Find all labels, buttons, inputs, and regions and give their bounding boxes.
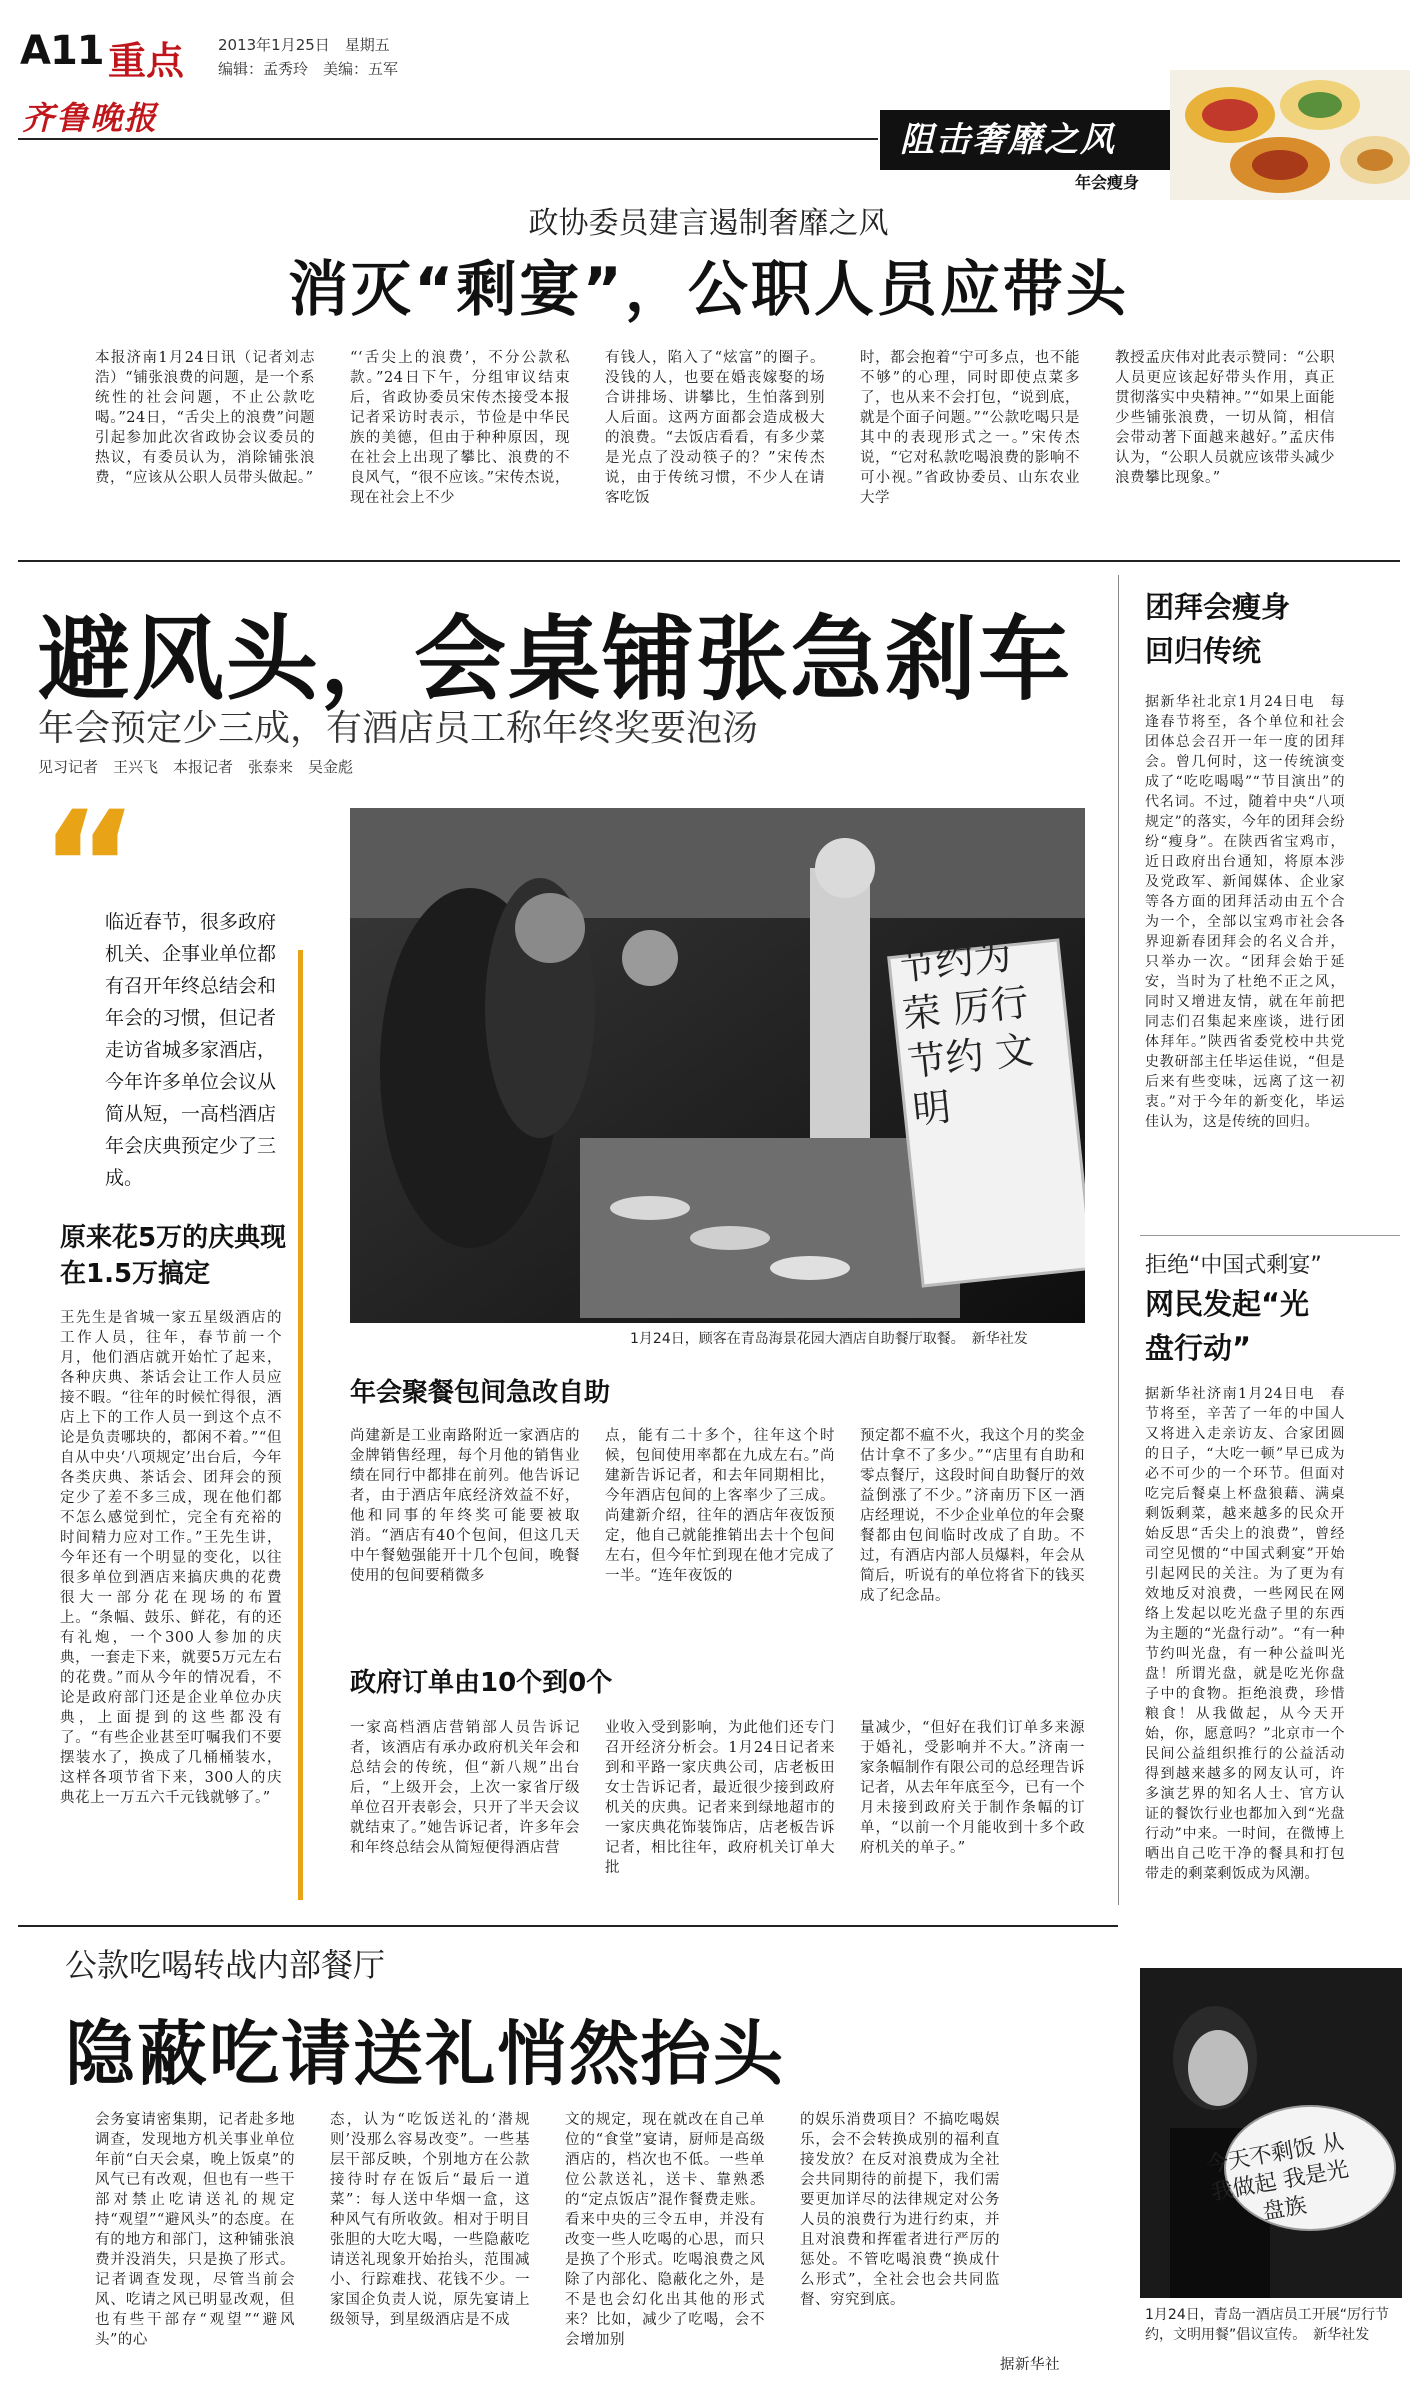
side1-body: 据新华社北京1月24日电 每逢春节将至，各个单位和社会团体总会召开一年一度的团拜会。曾几何时，这一传统演变成了“吃吃喝喝”“节目演出”的代名词。不过，随着中央“八项规定”的落实，今年的团拜会纷纷“瘦身”。在陕西省宝鸡市，近日政府出台通知，将原本涉及党政军、新闻媒体、企业家等各方面的团拜活动由五个合为一个，全部以宝鸡市社会各界迎新春团拜会的名义合并，只举办一次。“团拜会始于延安，当时为了杜绝不正之风，同时又增进友情，就在年前把同志们召集起来座谈，进行团体拜年。”陕西省委党校中共党史教研部主任毕运佳说，“但是后来有些变味，远离了这一初衷。”对于今年的新变化，毕运佳认为，这是传统的回归。 bbox=[1145, 694, 1345, 1130]
story3-col-2: 态，认为“吃饭送礼的‘潜规则’没那么容易改变”。一些基层干部反映，个别地方在公款接待时存在饭后“最后一道菜”：每人送中华烟一盒，这种风气有所收敛。相对于明目张胆的大吃大喝，一些隐蔽吃请送礼现象开始抬头，范围减小、行踪难找、花钱不少。一家国企负责人说，原先宴请上级领导，到星级酒店是不成 bbox=[330, 2112, 530, 2328]
side2-body: 据新华社济南1月24日电 春节将至，辛苦了一年的中国人又将进入走亲访友、合家团圆的日子，“大吃一顿”早已成为必不可少的一个环节。但面对吃完后餐桌上杯盘狼藉、满桌剩饭剩菜，越来越多的民众开始反思“舌尖上的浪费”，曾经司空见惯的“中国式剩宴”开始引起网民的关注。为了更为有效地反对浪费，一些网民在网络上发起以吃光盘子里的东西为主题的“光盘行动”。“有一种节约叫光盘，有一种公益叫光盘！所谓光盘，就是吃光你盘子中的食物。拒绝浪费，珍惜粮食！从我做起，从今天开始，你，愿意吗？”北京市一个民间公益组织推行的公益活动得到越来越多的网友认可，许多演艺界的知名人士、官方认证的餐饮行业也都加入到“光盘行动”中来。一时间，在微博上晒出自己吃干净的餐具和打包带走的剩菜剩饭成为风潮。 bbox=[1145, 1386, 1345, 1882]
waitress-photo-caption: 1月24日，青岛一酒店员工开展“厉行节约，文明用餐”倡议宣传。 新华社发 bbox=[1145, 2307, 1389, 2343]
story2-lead: 临近春节，很多政府机关、企事业单位都有召开年终总结会和年会的习惯，但记者走访省城多家酒店，今年许多单位会议从简从短，一高档酒店年会庆典预定少了三成。 bbox=[105, 911, 277, 1189]
story3-source: 据新华社 bbox=[1000, 2357, 1060, 2373]
story1-col-2: “‘舌尖上的浪费’，不分公款私款。”24日下午，分组审议结束后，省政协委员宋传杰接受本报记者采访时表示，节俭是中华民族的美德，但由于种种原因，现在社会上出现了攀比、浪费的不良风气，“很不应该。”宋传杰说，现在社会上不少 bbox=[350, 350, 570, 506]
side2-headline: 网民发起“光盘行动” bbox=[1145, 1287, 1310, 1365]
story1-col-3: 有钱人，陷入了“炫富”的圈子。没钱的人，也要在婚丧嫁娶的场合讲排场、讲攀比，生怕落到别人后面。这两方面都会造成极大的浪费。“去饭店看看，有多少菜是光点了没动筷子的？”宋传杰说，由于传统习惯，不少人在请客吃饭 bbox=[605, 350, 825, 506]
story1-col-4: 时，都会抱着“宁可多点，也不能不够”的心理，同时即使点菜多了，也从来不会打包，“说到底，就是个面子问题。”“公款吃喝只是其中的表现形式之一。”宋传杰说，“它对私款吃喝浪费的影响不可小视。”省政协委员、山东农业大学 bbox=[860, 350, 1080, 506]
quote-mark-icon: “ bbox=[40, 780, 139, 954]
page-number: A11 bbox=[20, 28, 104, 74]
issue-date: 2013年1月25日 星期五 bbox=[218, 36, 390, 54]
story3-kicker: 公款吃喝转战内部餐厅 bbox=[65, 1946, 386, 1984]
story2-bottom-rule bbox=[18, 1925, 1118, 1927]
section3-col-2: 业收入受到影响，为此他们还专门召开经济分析会。1月24日记者来到和平路一家庆典公司，店老板田女士告诉记者，最近很少接到政府机关的庆典。记者来到绿地超市的一家庆典花饰装饰店，店老板告诉记者，相比往年，政府机关订单大批 bbox=[605, 1720, 835, 1876]
section1-heading: 原来花5万的庆典现在1.5万搞定 bbox=[60, 1223, 287, 1289]
story1-kicker: 政协委员建言遏制奢靡之风 bbox=[528, 206, 889, 241]
section2-col-3: 预定都不瘟不火，我这个月的奖金估计拿不了多少。”“店里有自助和零点餐厅，这段时间自助餐厅的效益倒涨了不少。”济南历下区一酒店经理说，不少企业单位的年会聚餐都由包间临时改成了自助。不过，有酒店内部人员爆料，年会从简后，听说有的单位将省下的钱买成了纪念品。 bbox=[860, 1428, 1085, 1604]
story1-headline: 消灭“剩宴”，公职人员应带头 bbox=[288, 255, 1129, 325]
topic-banner: 阻击奢靡之风 bbox=[880, 110, 1190, 170]
section1-body: 王先生是省城一家五星级酒店的工作人员，往年，春节前一个月，他们酒店就开始忙了起来，各种庆典、茶话会让工作人员应接不暇。“往年的时候忙得很，酒店上下的工作人员一到这个点不论是负责哪块的，都闲不着。”“但自从中央‘八项规定’出台后，今年各类庆典、茶话会、团拜会的预定少了差不多三成，现在他们都不怎么感觉到忙，完全有充裕的时间精力应对工作。”王先生讲，今年还有一个明显的变化，以往很多单位到酒店来搞庆典的花费很大一部分花在现场的布置上。“条幅、鼓乐、鲜花，有的还有礼炮，一个300人参加的庆典，一套走下来，就要5万元左右的花费。”而从今年的情况看，不论是政府部门还是企业单位办庆典，上面提到的这些都没有了。“有些企业甚至叮嘱我们不要摆装水了，换成了几桶桶装水，这样各项节省下来，300人的庆典花上一万五六千元钱就够了。” bbox=[60, 1310, 282, 1806]
story2-byline: 见习记者 王兴飞 本报记者 张泰来 吴金彪 bbox=[38, 758, 354, 776]
header-rule bbox=[18, 138, 878, 140]
side-divider bbox=[1140, 1235, 1400, 1236]
editor-credits: 编辑：孟秀玲 美编：五军 bbox=[218, 60, 399, 78]
buffet-photo-caption: 1月24日，顾客在青岛海景花园大酒店自助餐厅取餐。 新华社发 bbox=[630, 1331, 1028, 1347]
section-name: 重点 bbox=[108, 39, 185, 83]
side2-kicker: 拒绝“中国式剩宴” bbox=[1145, 1253, 1322, 1278]
side1-headline: 团拜会瘦身回归传统 bbox=[1145, 590, 1291, 668]
topic-banner-sub: 年会瘦身 bbox=[1075, 173, 1140, 192]
section2-col-2: 点，能有二十多个，往年这个时候，包间使用率都在九成左右。”尚建新告诉记者，和去年同期相比，今年酒店包间的上客率少了三成。尚建新介绍，往年的酒店年夜饭预定，他自己就能推销出去十个包间左右，但今年忙到现在他才完成了一半。“连年夜饭的 bbox=[605, 1428, 835, 1584]
section3-col-1: 一家高档酒店营销部人员告诉记者，该酒店有承办政府机关年会和总结会的传统，但“新八规”出台后，“上级开会，上次一家省厅级单位召开表彰会，只开了半天会议就结束了。”她告诉记者，许多年会和年终总结会从简短便得酒店营 bbox=[350, 1720, 580, 1856]
story3-col-3: 文的规定，现在就改在自己单位的“食堂”宴请，厨师是高级酒店的，档次也不低。一些单位公款送礼，送卡、靠熟悉的“定点饭店”混作餐费走账。看来中央的三令五申，并没有改变一些人吃喝的心思，而只是换了个形式。吃喝浪费之风除了内部化、隐蔽化之外，是不是也会幻化出其他的形式来？比如，减少了吃喝，会不会增加别 bbox=[565, 2112, 765, 2348]
story2-headline: 避风头，会桌铺张急刹车 bbox=[38, 606, 1073, 713]
section3-col-3: 量减少，“但好在我们订单多来源于婚礼，受影响并不大。”济南一家条幅制作有限公司的总经理告诉记者，从去年年底至今，已有一个月未接到政府关于制作条幅的订单，“以前一个月能收到十多个政府机关的单子。” bbox=[860, 1720, 1085, 1856]
story1-col-1: 本报济南1月24日讯（记者刘志浩）“铺张浪费的问题，是一个系统性的社会问题，不止公款吃喝。”24日，“舌尖上的浪费”问题引起参加此次省政协会议委员的热议，有委员认为，消除铺张浪费，“应该从公职人员带头做起。” bbox=[95, 350, 315, 486]
section3-heading: 政府订单由10个到0个 bbox=[350, 1668, 613, 1698]
section2-heading: 年会聚餐包间急改自助 bbox=[350, 1378, 611, 1408]
paper-logo: 齐鲁晚报 bbox=[22, 99, 159, 137]
section2-col-1: 尚建新是工业南路附近一家酒店的金牌销售经理，每个月他的销售业绩在同行中都排在前列。他告诉记者，由于酒店年底经济效益不好，他和同事的年终奖可能要被取消。“酒店有40个包间，但这几天中午餐勉强能开十几个包间，晚餐使用的包间要稍微多 bbox=[350, 1428, 580, 1584]
side-column-rule bbox=[1118, 575, 1119, 1905]
story3-col-1: 会务宴请密集期，记者赴多地调查，发现地方机关事业单位年前“白天会桌，晚上饭桌”的风气已有改观，但也有一些干部对禁止吃请送礼的规定持“观望”“避风头”的态度。在有的地方和部门，这种铺张浪费并没消失，只是换了形式。记者调查发现，尽管当前会风、吃请之风已明显改观，但也有些干部存“观望”“避风头”的心 bbox=[95, 2112, 295, 2348]
story3-col-4: 的娱乐消费项目？不搞吃喝娱乐，会不会转换成别的福利直接发放？在反对浪费成为全社会共同期待的前提下，我们需要更加详尽的法律规定对公务人员的浪费行为进行约束，并且对浪费和挥霍者进行严厉的惩处。不管吃喝浪费“换成什么形式”，全社会也会共同监督、穷究到底。 bbox=[800, 2112, 1000, 2308]
story3-headline: 隐蔽吃请送礼悄然抬头 bbox=[65, 2013, 785, 2095]
photo-sign-text: 节约为荣 厉行节约 文明 bbox=[895, 933, 1036, 1133]
story1-bottom-rule bbox=[18, 560, 1400, 562]
story2-subheadline: 年会预定少三成，有酒店员工称年终奖要泡汤 bbox=[38, 708, 759, 749]
plate-sign-text: 今天不剩饭 从我做起 我是光盘族 bbox=[1204, 2129, 1351, 2226]
waitress-photo bbox=[1140, 1968, 1402, 2298]
food-plates-photo bbox=[1170, 70, 1410, 200]
lead-accent-bar bbox=[298, 950, 303, 1900]
story1-col-5: 教授孟庆伟对此表示赞同：“公职人员更应该起好带头作用，真正贯彻落实中央精神。”“如果上面能少些铺张浪费，一切从简，相信会带动著下面越来越好。”孟庆伟认为，“公职人员就应该带头减少浪费攀比现象。” bbox=[1115, 350, 1335, 486]
